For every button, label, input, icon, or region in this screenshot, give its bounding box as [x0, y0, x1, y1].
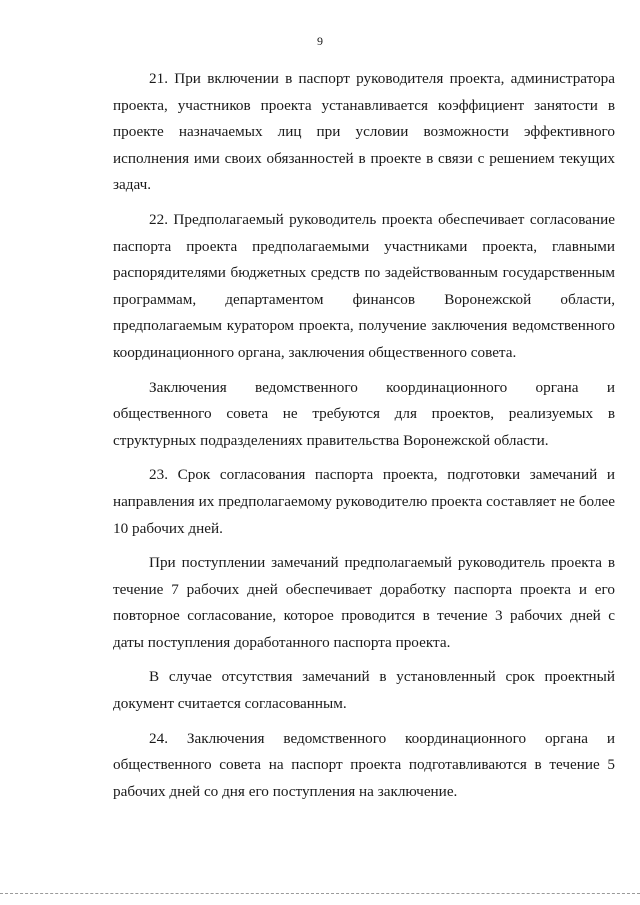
paragraph-21: 21. При включении в паспорт руководителя проекта, администратора проекта, участников проекта устанавливается коэффициент занятости в проекте назначаемых лиц при условии возможности эффективного исполнения ими своих обязанностей в проекте в связи с решением текущих задач. — [113, 70, 615, 194]
paragraph-22-note: Заключения ведомственного координационного органа и общественного совета не требуются для проектов, реализуемых в структурных подразделениях правительства Воронежской области. — [113, 378, 615, 449]
paragraph-23: 23. Срок согласования паспорта проекта, подготовки замечаний и направления их предполагаемому руководителю проекта составляет не более 10 рабочих дней. — [113, 466, 615, 537]
scan-edge-line — [0, 893, 640, 894]
paragraph-23-remarks: При поступлении замечаний предполагаемый руководитель проекта в течение 7 рабочих дней обеспечивает доработку паспорта проекта и его повторное согласование, которое проводится в течение 3 рабочих дней с даты поступления доработанного паспорта проекта. — [113, 554, 615, 651]
paragraph-24: 24. Заключения ведомственного координационного органа и общественного совета на паспорт проекта подготавливаются в течение 5 рабочих дней со дня его поступления на заключение. — [113, 729, 615, 800]
page-number: 9 — [317, 34, 323, 48]
document-body — [113, 66, 615, 805]
paragraph-23-no-remarks: В случае отсутствия замечаний в установленный срок проектный документ считается согласованным. — [113, 668, 615, 713]
paragraph-22: 22. Предполагаемый руководитель проекта обеспечивает согласование паспорта проекта предполагаемыми участниками проекта, главными распорядителями бюджетных средств по задействованным государственным программам, департаментом финансов Воронежской области, предполагаемым куратором проекта, получение заключения ведомственного координационного органа, заключения общественного совета. — [113, 210, 615, 361]
